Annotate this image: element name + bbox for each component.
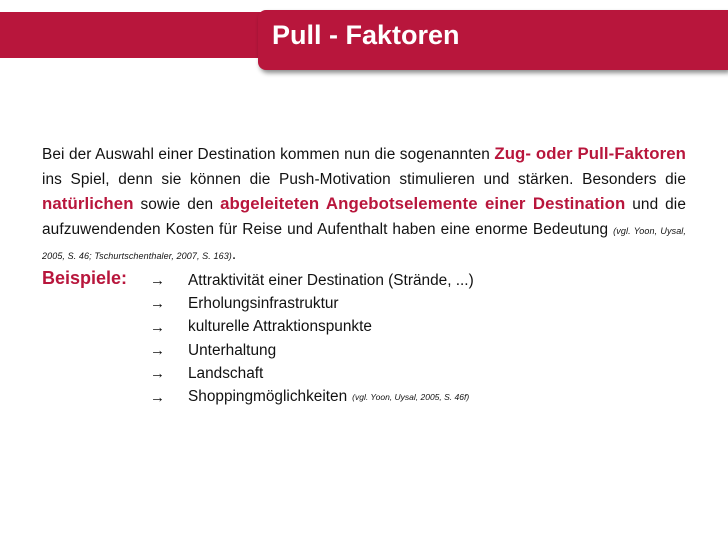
list-item bbox=[150, 292, 474, 315]
paragraph-text-2: ins Spiel, denn sie können die Push-Motivation stimulieren und stärken. Besonders die bbox=[42, 170, 686, 188]
list-item bbox=[150, 339, 474, 362]
paragraph-text-3: sowie den bbox=[133, 196, 221, 214]
list-item bbox=[150, 316, 474, 339]
list-item-text: kulturelle Attraktionspunkte bbox=[188, 318, 372, 336]
paragraph-end: . bbox=[231, 246, 237, 264]
list-item-citation: (vgl. Yoon, Uysal, 2005, S. 46f) bbox=[352, 392, 470, 403]
list-item-text: Landschaft bbox=[188, 364, 264, 382]
list-item-text: Shoppingmöglichkeiten bbox=[188, 388, 348, 406]
intro-paragraph bbox=[42, 142, 686, 269]
list-item bbox=[150, 269, 474, 292]
list-item-text: Attraktivität einer Destination (Strände, ...) bbox=[188, 271, 474, 289]
examples-label: Beispiele: bbox=[42, 268, 128, 288]
arrow-right-icon: → bbox=[150, 295, 165, 313]
arrow-right-icon: → bbox=[150, 272, 165, 290]
slide-title: Pull - Faktoren bbox=[272, 20, 460, 50]
list-item bbox=[150, 385, 474, 408]
list-item bbox=[150, 362, 474, 385]
paragraph-text-1: Bei der Auswahl einer Destination kommen nun die sogenannten bbox=[42, 146, 495, 164]
list-item-text: Unterhaltung bbox=[188, 341, 277, 359]
examples-list bbox=[150, 269, 474, 409]
arrow-right-icon: → bbox=[150, 365, 165, 383]
arrow-right-icon: → bbox=[150, 388, 165, 406]
arrow-right-icon: → bbox=[150, 342, 165, 360]
highlight-angebotselemente: abgeleiteten Angebotselemente einer Destination bbox=[220, 194, 626, 214]
list-item-text: Erholungsinfrastruktur bbox=[188, 294, 339, 312]
arrow-right-icon: → bbox=[150, 318, 165, 336]
highlight-natuerlichen: natürlichen bbox=[42, 194, 134, 214]
highlight-pull-faktoren: Zug- oder Pull-Faktoren bbox=[494, 144, 687, 164]
paragraph-citation: (vgl. Yoon, Uysal, 2005, S. 46; Tschurtschenthaler, 2007, S. 163) bbox=[42, 225, 686, 262]
paragraph-text-4: und die aufzuwendenden Kosten für Reise und Aufenthalt haben eine enorme Bedeutung bbox=[42, 196, 686, 238]
